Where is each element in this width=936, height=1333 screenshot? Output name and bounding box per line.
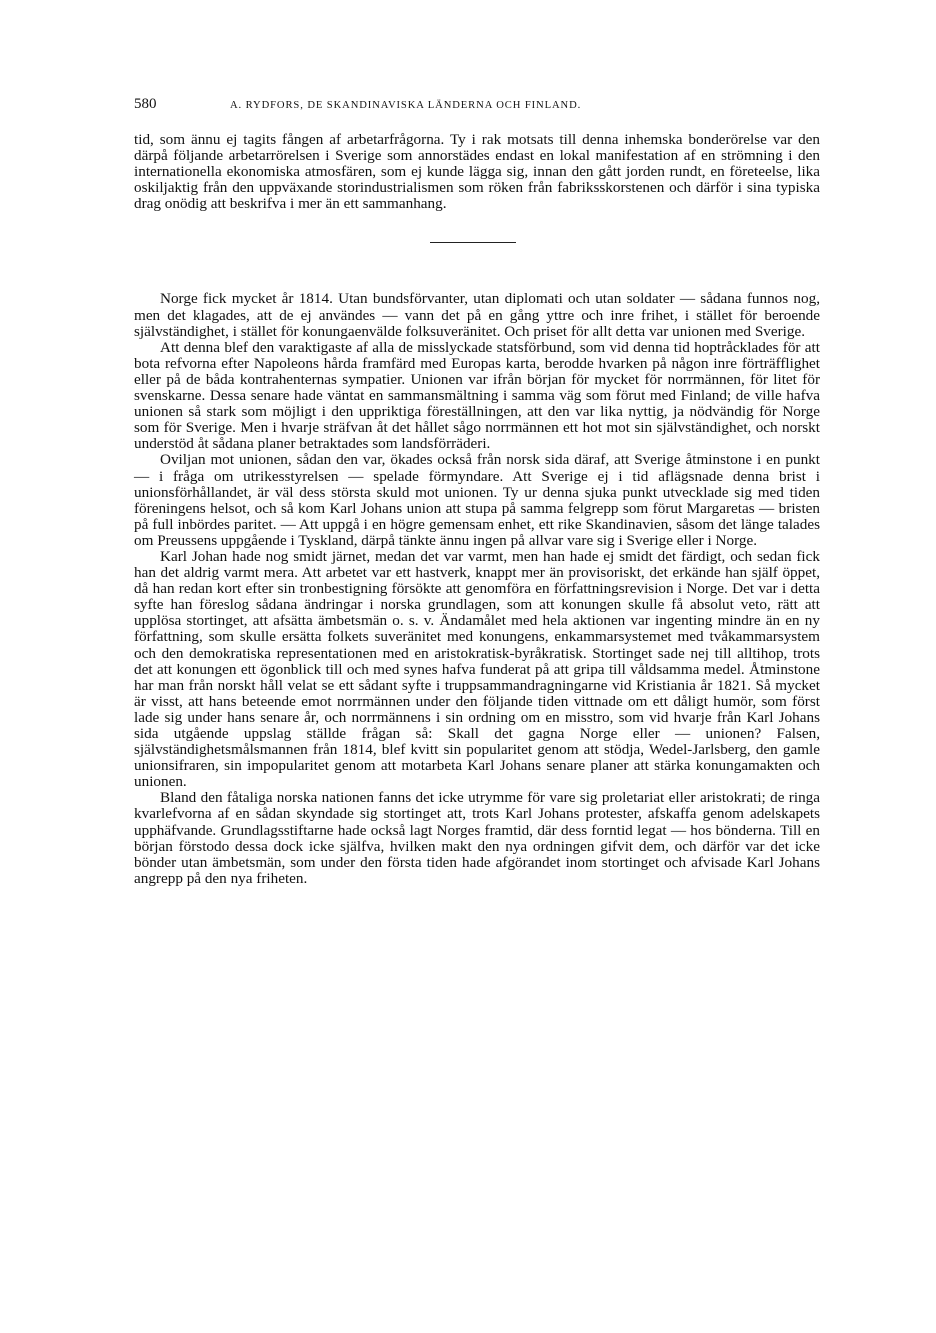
running-head: A. RYDFORS, DE SKANDINAVISKA LÄNDERNA OCH FINLAND. [230, 100, 582, 111]
section-divider [430, 242, 516, 243]
continuation-paragraph: tid, som ännu ej tagits fången af arbetarfrågorna. Ty i rak motsats till denna inhemska bonderörelse var den därpå följande arbetarrörelsen i Sverige som annorstädes endast en lokal manifestation af en strömning i den internationella ekonomiska atmosfären, som ej kunde lägga sig, innan den gått jorden rundt, en företeelse, lika oskiljaktig från den uppväxande storindustrialismen som röken från fabriksskorstenen och därför i sina typiska drag onödig att beskrifva i mer än ett sammanhang. [134, 131, 820, 213]
body-paragraph: Bland den fåtaliga norska nationen fanns det icke utrymme för vare sig proletariat eller aristokrati; de ringa kvarlefvorna af en sådan skyndade sig stortinget att, trots Karl Johans protester, afskaffa genom adelskapets upphäfvande. Grundlagsstiftarne hade också lagt Norges framtid, där dess forntid legat — hos bönderna. Till en början förstodo dessa dock icke själfva, hvilken makt den nya ordningen gifvit dem, och därför var det icke bönder utan ämbetsmän, som under den första tiden hade afgörandet inom stortinget och afvisade Karl Johans angrepp på den nya friheten. [134, 789, 820, 887]
body-paragraph: Karl Johan hade nog smidt järnet, medan det var varmt, men han hade ej smidt det färdigt, och sedan fick han det aldrig varmt mera. Att arbetet var ett hastverk, knappt mer än provisoriskt, det erkände han själf öppet, då han redan kort efter sin tronbestigning försökte att genomföra en författningsrevision i Norge. Det var i detta syfte han föreslog sådana ändringar i norska grundlagen, som att konungen skulle få absolut veto, rätt att upplösa stortinget, att afsätta ämbetsmän o. s. v. Ändamålet med hela aktionen var ingenting mindre än en ny författning, som skulle ersätta folkets suveränitet med konungens, enkammarsystemet med tvåkammarsystem och den demokratiska representationen med en aristokratisk-byråkratisk. Stortinget sade nej till alltihop, trots det att konungen ett ögonblick till och med synes hafva funderat på att gripa till våldsamma medel. Åtminstone har man från norskt håll velat se ett sådant syfte i truppsammandragningarne vid Kristiania år 1821. Så mycket är visst, att hans beteende emot norrmännen under den följande tiden vittnade om ett dåligt humör, som först lade sig under hans senare år, och norrmännens i sin ordning om en misstro, som vid hvarje från Karl Johans sida utgående uppslag ställde frågan så: Skall det gagna Norge eller — unionen? Falsen, självständighetsmålsmannen från 1814, blef kvitt sin popularitet genom att stödja, Wedel-Jarlsberg, den gamle unionsifraren, sin impopularitet genom att motarbeta Karl Johans senare planer att stärka konungamakten och unionen. [134, 547, 820, 791]
body-paragraph: Oviljan mot unionen, sådan den var, ökades också från norsk sida däraf, att Sverige åtminstone i en punkt — i fråga om utrikesstyrelsen — spelade förmyndare. Att Sverige ej i tid aflägsnade denna brist i unionsförhållandet, är väl dess största skuld mot unionen. Ty ur denna sjuka punkt utvecklade sig med tiden föreningens helsot, och så kom Karl Johans union att stupa på samma felgrepp som förut Margaretas — bristen på full inbördes paritet. — Att uppgå i en högre gemensam enhet, ett rike Skandinavien, såsom det länge talades om Preussens uppgående i Tyskland, därpå tänkte ännu ingen på allvar vare sig i Sverige eller i Norge. [134, 451, 820, 549]
document-page [134, 96, 820, 887]
body-paragraph: Att denna blef den varaktigaste af alla de misslyckade statsförbund, som vid denna tid hoptråcklades för att bota refvorna efter Napoleons hårda framfärd med Europas karta, berodde hvarken på någon inre förträfflighet eller på de båda kontrahenternas sympatier. Unionen var ifrån början för mycket för norrmännen, för litet för svenskarne. Dessa senare hade väntat en sammansmältning i samma väg som förut med Finland; de ville hafva unionen så stark som möjligt i den uppriktiga föreställningen, att den var lika nyttig, ja nödvändig för Norge som för Sverige. Men i hvarje sträfvan åt det hållet sågo norrmännen ett hot mot sin självständighet, och norskt understöd åt sådana planer betraktades som landsförräderi. [134, 338, 820, 453]
page-number: 580 [134, 96, 157, 112]
body-paragraph: Norge fick mycket år 1814. Utan bundsförvanter, utan diplomati och utan soldater — sådana funnos nog, men det klagades, att de ej användes — vann det på en gång yttre och inre frihet, i stället för beroende självständighet, i stället för konungaenvälde folksuveränitet. Och priset för allt detta var unionen med Sverige. [134, 290, 820, 340]
page-header [134, 96, 820, 118]
